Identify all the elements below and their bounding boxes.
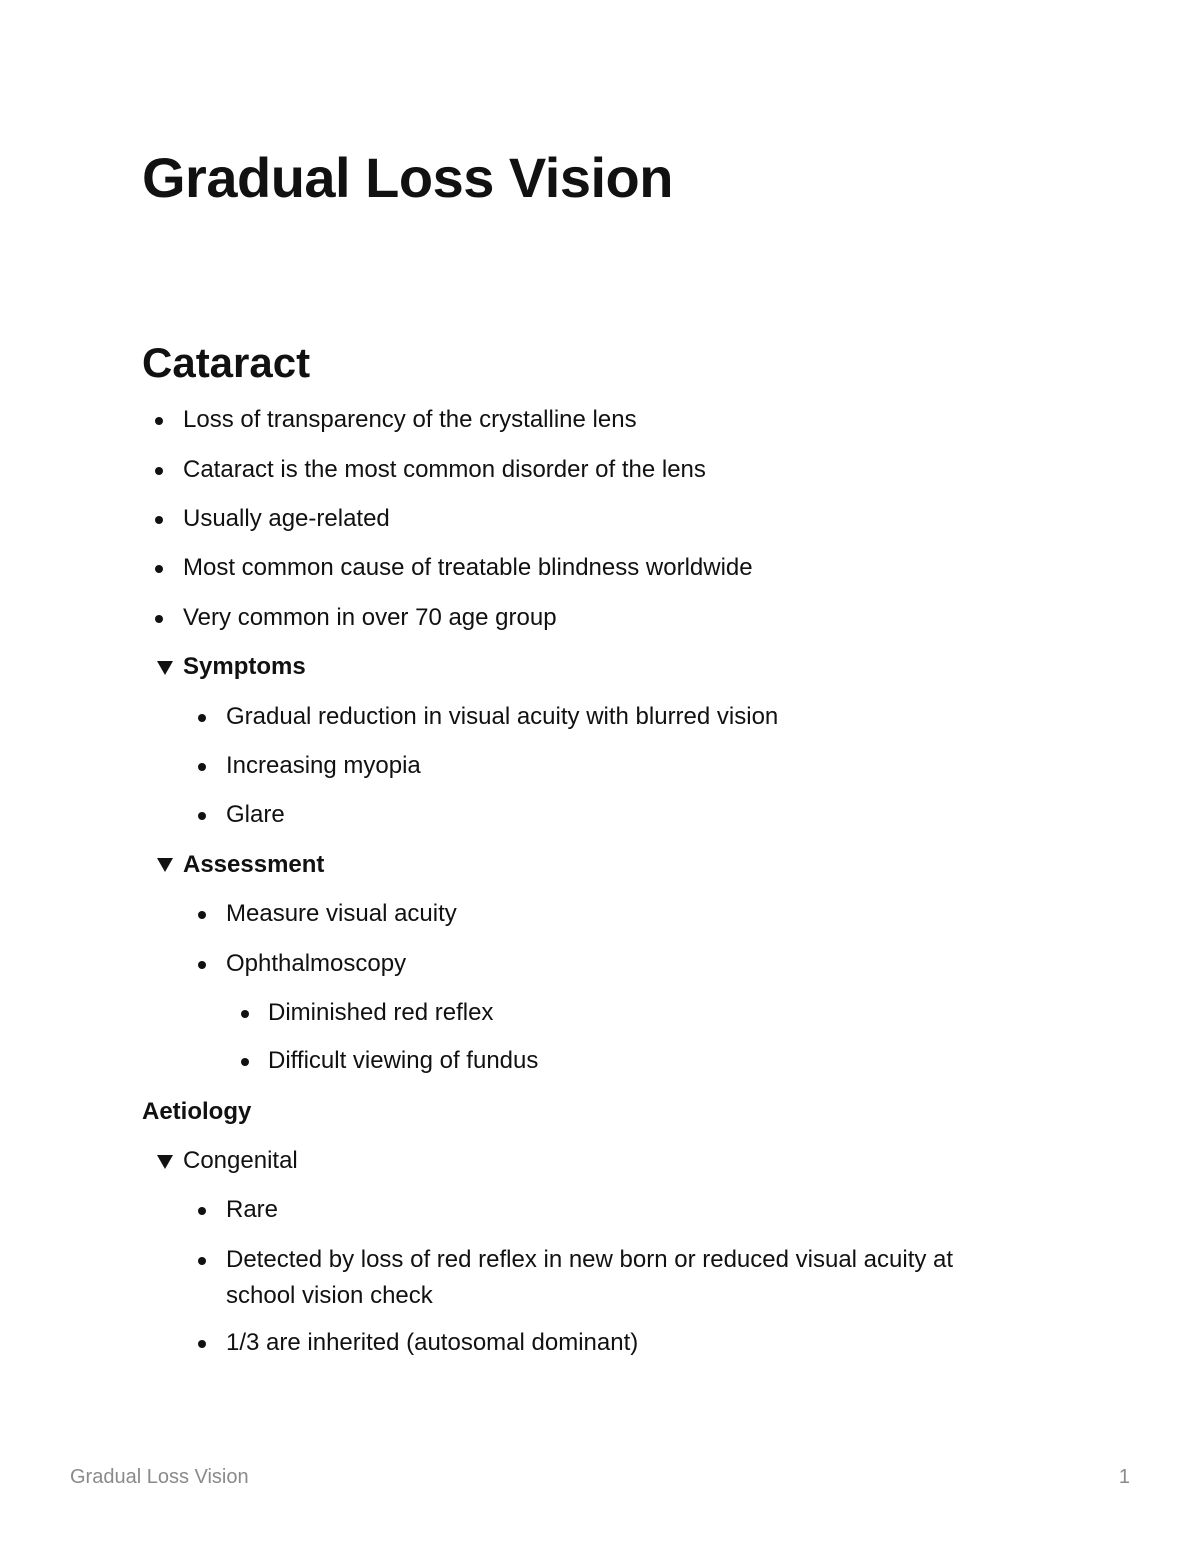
bullet-icon [198, 1340, 206, 1348]
list-item: Most common cause of treatable blindness worldwide [183, 554, 753, 581]
list-item: Difficult viewing of fundus [268, 1047, 539, 1074]
toggle-symptoms[interactable]: Symptoms [183, 653, 306, 680]
bullet-icon [198, 812, 206, 820]
list-item: Loss of transparency of the crystalline lens [183, 406, 637, 433]
list-item: 1/3 are inherited (autosomal dominant) [226, 1329, 639, 1356]
list-item: Rare [226, 1196, 279, 1223]
toggle-assessment[interactable]: Assessment [183, 851, 325, 878]
list-item-continuation: school vision check [226, 1282, 433, 1309]
bullet-icon [198, 961, 206, 969]
list-item: Usually age-related [183, 505, 390, 532]
list-item: Cataract is the most common disorder of the lens [183, 456, 706, 483]
aetiology-heading: Aetiology [142, 1098, 252, 1125]
bullet-icon [155, 565, 163, 573]
list-item: Detected by loss of red reflex in new born or reduced visual acuity at [226, 1246, 954, 1273]
list-item: Glare [226, 801, 285, 828]
toggle-triangle-icon[interactable] [157, 661, 173, 675]
bullet-icon [241, 1010, 249, 1018]
list-item: Increasing myopia [226, 752, 421, 779]
list-item: Diminished red reflex [268, 999, 494, 1026]
list-item: Very common in over 70 age group [183, 604, 557, 631]
bullet-icon [198, 911, 206, 919]
toggle-congenital[interactable]: Congenital [183, 1147, 298, 1174]
bullet-icon [198, 1207, 206, 1215]
footer-title: Gradual Loss Vision [70, 1466, 249, 1488]
list-item: Measure visual acuity [226, 900, 457, 927]
list-item: Gradual reduction in visual acuity with blurred vision [226, 703, 779, 730]
list-item: Ophthalmoscopy [226, 950, 407, 977]
bullet-icon [155, 417, 163, 425]
bullet-icon [198, 714, 206, 722]
bullet-icon [198, 1257, 206, 1265]
section-heading-cataract: Cataract [142, 339, 311, 386]
page-number: 1 [1118, 1466, 1130, 1488]
toggle-triangle-icon[interactable] [157, 1155, 173, 1169]
bullet-icon [198, 763, 206, 771]
bullet-icon [241, 1058, 249, 1066]
bullet-icon [155, 467, 163, 475]
toggle-triangle-icon[interactable] [157, 858, 173, 872]
page-title: Gradual Loss Vision [142, 146, 673, 209]
bullet-icon [155, 615, 163, 623]
bullet-icon [155, 516, 163, 524]
